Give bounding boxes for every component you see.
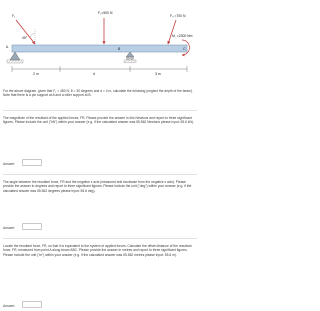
label-dim-right: 3 m: [155, 72, 161, 76]
answer-2-input[interactable]: [22, 223, 42, 230]
divider: [3, 110, 197, 111]
label-f1: F₁: [12, 14, 16, 18]
divider: [3, 238, 197, 239]
angle-arc: [30, 33, 35, 37]
beam-diagram: [0, 0, 200, 80]
label-point-a: A: [6, 45, 9, 49]
label-f2: F₂=500 N: [98, 11, 113, 15]
label-point-c: C: [183, 47, 186, 51]
beam: [12, 45, 187, 52]
answer-3-label: Answer:: [3, 304, 16, 308]
divider: [3, 174, 197, 175]
answer-2-label: Answer:: [3, 226, 16, 230]
label-dim-mid: d: [93, 72, 95, 76]
answer-1-label: Answer:: [3, 162, 16, 166]
label-f3: F₃ =700 N: [170, 14, 186, 18]
label-moment: M, =2300 Nm: [172, 34, 193, 38]
answer-1-input[interactable]: [22, 159, 42, 166]
question-1-text: The magnitude of the resultant of the applied forces, FR. Please provide the answer in kilo Newtons and report to three significant figures. Please include the unit ("kN") within your answer (e.g. if the calculated answer was 55.562 Newtons please input: 55.6 kN).: [3, 116, 194, 125]
roller-support-b: [124, 52, 136, 63]
force-f3-arrow: [168, 20, 176, 44]
question-2-text: The angle between the resultant force, FR and the negative x axis (measured anti clockwise from the negative x axis). Please provide the answer in degrees and report to three significant figures. Please include the unit ("deg") within your answer (e.g. if the calculated answer was 55.562 degrees please input: 55.6 deg).: [3, 180, 192, 193]
answer-3-input[interactable]: [22, 301, 42, 308]
force-f1-arrow: [16, 20, 35, 44]
label-angle: 45°: [22, 36, 28, 40]
pin-support-a: [7, 52, 23, 63]
label-dim-left: 2 m: [33, 72, 39, 76]
label-point-b: B: [118, 47, 121, 51]
question-3-text: Locate the resultant force, FR, so that it is equivalent to the system of applied forces. Calculate the offset distance of the resultant force, FR, measured from point A along beam ABC. Please provide the answer in metres and report to three significant figures. Please include the unit ("m") within your answer (e.g. if the calculated answer was 55.562 metres please input: 55.6 m).: [3, 244, 192, 257]
problem-statement: For the above diagram, given that F₁ = 450 N, θ = 30 degrees and d = 4 m, calculate the following (neglect the depth of the beam). Note that there is a pin support at A and a roller support at B.: [3, 89, 193, 98]
